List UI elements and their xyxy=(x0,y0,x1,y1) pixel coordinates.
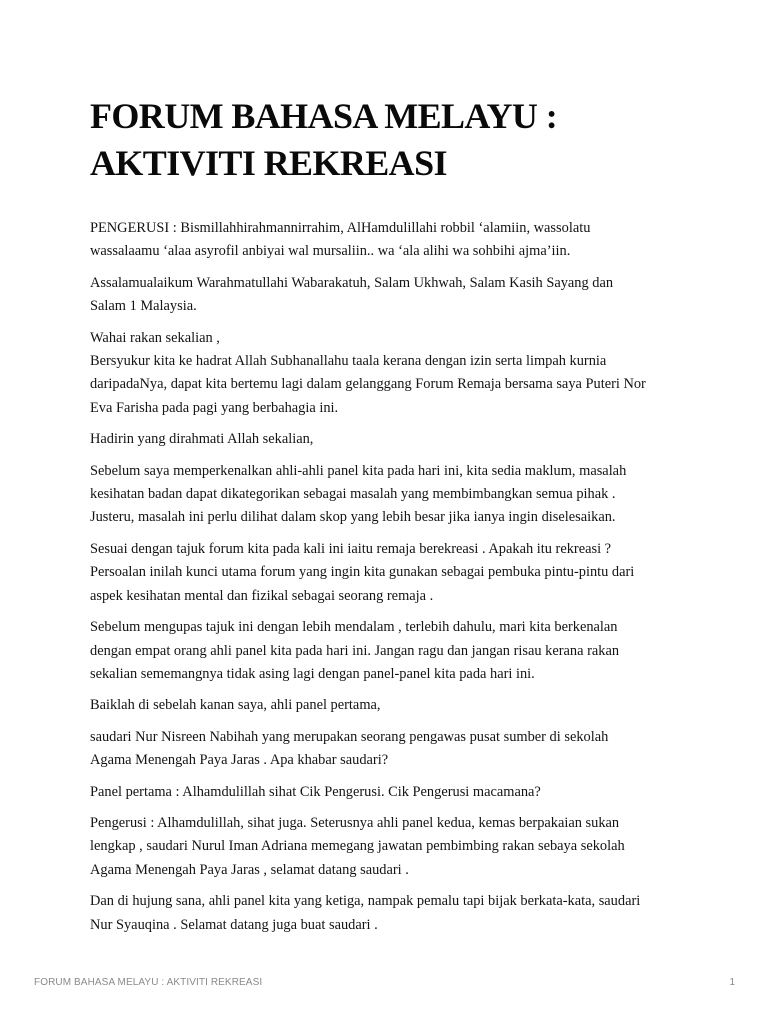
paragraph-line: Agama Menengah Paya Jaras , selamat datang saudari . xyxy=(90,861,409,878)
paragraph-line: Salam 1 Malaysia. xyxy=(90,298,197,315)
paragraph-greeting xyxy=(90,272,680,319)
paragraph-line: dengan empat orang ahli panel kita pada hari ini. Jangan ragu dan jangan risau kerana rakan xyxy=(90,642,620,659)
paragraph-first-panel-intro xyxy=(90,694,680,717)
paragraph-line: Hadirin yang dirahmati Allah sekalian, xyxy=(90,431,314,448)
paragraph-line: Agama Menengah Paya Jaras . Apa khabar saudari? xyxy=(90,752,389,769)
paragraph-line: Bersyukur kita ke hadrat Allah Subhanallahu taala kerana dengan izin serta limpah kurnia xyxy=(90,353,607,370)
paragraph-line: Wahai rakan sekalian , xyxy=(90,329,220,346)
paragraph-line: Sesuai dengan tajuk forum kita pada kali ini iaitu remaja berekreasi . Apakah itu rekreasi ? xyxy=(90,540,612,557)
document-title xyxy=(90,93,680,187)
paragraph-line: Panel pertama : Alhamdulillah sihat Cik Pengerusi. Cik Pengerusi macamana? xyxy=(90,783,541,800)
paragraph-line: Nur Syauqina . Selamat datang juga buat saudari . xyxy=(90,916,378,933)
paragraph-line: wassalaamu ‘alaa asyrofil anbiyai wal mursaliin.. wa ‘ala alihi wa sohbihi ajma’iin. xyxy=(90,243,571,260)
paragraph-line: Sebelum mengupas tajuk ini dengan lebih mendalam , terlebih dahulu, mari kita berkenalan xyxy=(90,619,618,636)
paragraph-third-panel xyxy=(90,890,680,937)
paragraph-line: Sebelum saya memperkenalkan ahli-ahli panel kita pada hari ini, kita sedia maklum, masalah xyxy=(90,462,627,479)
paragraph-line: kesihatan badan dapat dikategorikan sebagai masalah yang membimbangkan semua pihak . xyxy=(90,486,616,503)
paragraph-line: Baiklah di sebelah kanan saya, ahli panel pertama, xyxy=(90,697,381,714)
paragraph-health-issue xyxy=(90,460,680,530)
paragraph-line: saudari Nur Nisreen Nabihah yang merupakan seorang pengawas pusat sumber di sekolah xyxy=(90,728,609,745)
paragraph-opening xyxy=(90,217,680,264)
paragraph-line: Persoalan inilah kunci utama forum yang ingin kita gunakan sebagai pembuka pintu-pintu dari xyxy=(90,564,635,581)
paragraph-line: Eva Farisha pada pagi yang berbahagia ini. xyxy=(90,399,339,416)
document-body xyxy=(90,93,680,945)
paragraph-line: Justeru, masalah ini perlu dilihat dalam skop yang lebih besar jika ianya ingin diselesaikan. xyxy=(90,509,616,526)
paragraph-first-panel-reply xyxy=(90,781,680,804)
paragraph-introduction xyxy=(90,616,680,686)
paragraph-topic xyxy=(90,538,680,608)
paragraph-audience xyxy=(90,428,680,451)
document-title-line: AKTIVITI REKREASI xyxy=(90,143,447,183)
paragraph-line: lengkap , saudari Nurul Iman Adriana memegang jawatan pembimbing rakan sebaya sekolah xyxy=(90,838,625,855)
footer-document-title: FORUM BAHASA MELAYU : AKTIVITI REKREASI xyxy=(34,977,263,988)
paragraph-gratitude xyxy=(90,327,680,421)
footer-page-number: 1 xyxy=(729,977,735,988)
document-title-line: FORUM BAHASA MELAYU : xyxy=(90,96,558,136)
paragraph-line: sekalian sememangnya tidak asing lagi dengan panel-panel kita pada hari ini. xyxy=(90,665,535,682)
paragraph-line: aspek kesihatan mental dan fizikal sebagai seorang remaja . xyxy=(90,587,434,604)
paragraph-line: PENGERUSI : Bismillahhirahmannirrahim, AlHamdulillahi robbil ‘alamiin, wassolatu xyxy=(90,220,591,236)
paragraph-line: Dan di hujung sana, ahli panel kita yang ketiga, nampak pemalu tapi bijak berkata-kata, saudari xyxy=(90,893,641,910)
paragraph-line: Assalamualaikum Warahmatullahi Wabarakatuh, Salam Ukhwah, Salam Kasih Sayang dan xyxy=(90,274,614,291)
paragraph-first-panel xyxy=(90,726,680,773)
paragraph-second-panel xyxy=(90,812,680,882)
paragraph-line: daripadaNya, dapat kita bertemu lagi dalam gelanggang Forum Remaja bersama saya Puteri Nor xyxy=(90,376,646,393)
paragraph-line: Pengerusi : Alhamdulillah, sihat juga. Seterusnya ahli panel kedua, kemas berpakaian sukan xyxy=(90,814,620,831)
